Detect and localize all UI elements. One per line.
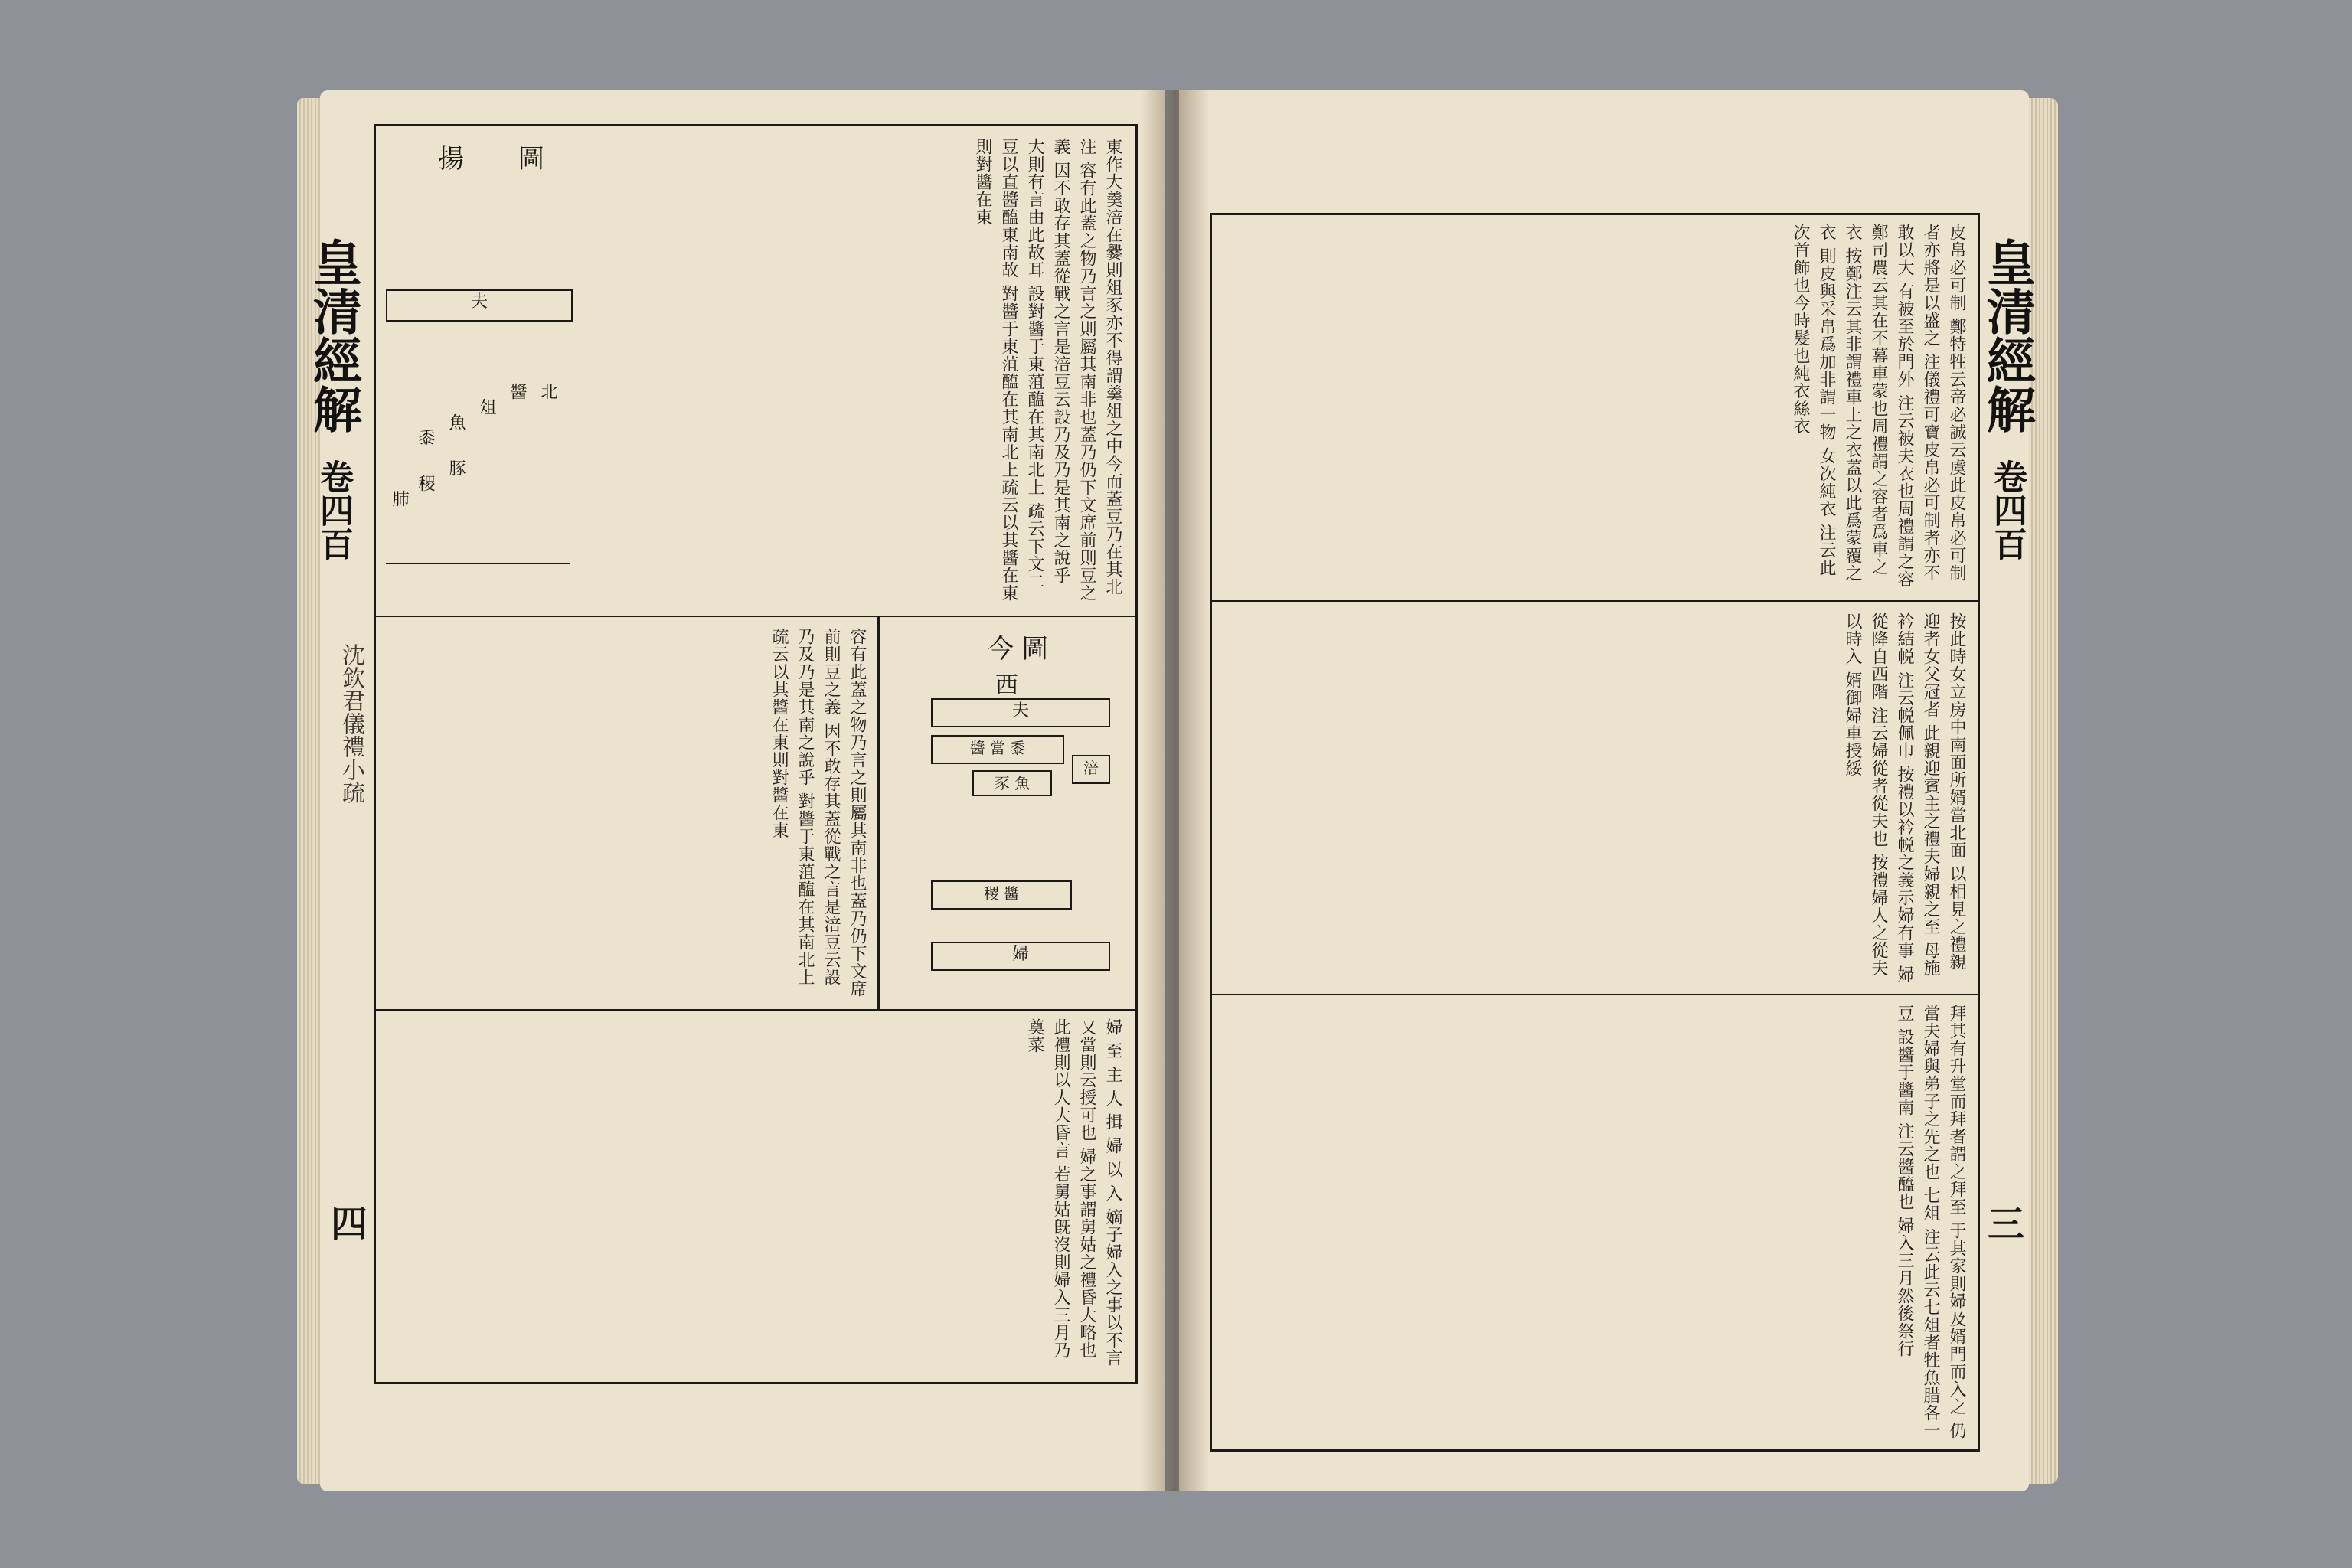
bottom-diagram-row-3 — [931, 880, 1072, 910]
left-subtitle: 沈欽君儀禮小疏 — [338, 643, 364, 804]
bottom-diagram-husband-box — [931, 698, 1110, 727]
bottom-diagram-husband-label: 夫 — [1011, 701, 1029, 720]
bottom-diagram-broth-box — [1072, 755, 1110, 784]
right-bottom-col-4: 七俎 — [1921, 1187, 1940, 1222]
right-bottom-text-block — [1219, 1004, 1969, 1441]
right-middle-col-2: 以相見之禮親迎者女父冠者 — [1921, 612, 1966, 971]
cell-sauce-2: 醬 — [1004, 884, 1020, 903]
top-diagram-label-sauce: 醬 — [508, 383, 527, 400]
left-rule-1 — [374, 616, 1135, 617]
bottom-diagram-wife-box — [931, 942, 1110, 971]
top-diagram-husband-box — [386, 289, 573, 322]
left-top-col-5: 設對醬于東菹醢在其南北上 — [1025, 285, 1044, 496]
right-banner-title: 皇清經解 — [1978, 237, 2036, 433]
left-banner-volume: 卷四百 — [314, 459, 353, 560]
top-diagram-label-lung: 肺 — [390, 490, 409, 507]
left-top-col-6: 疏云下文二豆以直醬醢東南故 — [999, 138, 1044, 590]
left-bottom-col-1: 婦 至 主 人 揖 婦 以 入 — [1103, 1018, 1122, 1202]
top-diagram-label-stand: 俎 — [477, 398, 496, 415]
right-bottom-col-3: 仍當夫婦與弟子之先之也 — [1921, 1004, 1966, 1439]
cell-broth: 涪 — [1083, 759, 1099, 777]
right-middle-col-6: 按禮以衿帨之義示婦有事 — [1895, 766, 1914, 959]
right-bottom-col-2: 于其家則婦及婿門而入之 — [1947, 1222, 1966, 1416]
left-bottom-col-4: 若舅姑旣沒則婦入三月乃奠菜 — [1025, 1018, 1070, 1359]
top-diagram-label-grain: 稷 — [416, 475, 435, 492]
top-diagram-label-millet: 黍 — [416, 429, 435, 446]
left-page-number: 四 — [331, 1203, 368, 1246]
left-top-col-1: 東作大羹涪在爨則俎豕亦不得謂羹俎之中今而蓋豆乃在其北注 — [1077, 138, 1122, 596]
right-banner-volume: 卷四百 — [1988, 459, 2027, 560]
right-top-col-2: 鄭特牲云帝必誠云虞此皮帛必可制者亦將是以盛之 — [1921, 224, 1966, 582]
right-middle-col-8: 注云婦從者從夫也 — [1869, 707, 1888, 848]
top-diagram-label-pig: 豚 — [446, 459, 466, 476]
cell-millet: 黍 — [1010, 739, 1026, 757]
left-top-col-2: 容有此蓋之物乃言之則屬其南非也蓋乃仍下文席前則豆之義 — [1051, 138, 1096, 602]
right-top-col-4: 有被至於門外 — [1895, 283, 1914, 388]
left-middle-text-block — [383, 628, 870, 1003]
right-top-col-3: 注儀禮可寶皮帛必可制者亦不敢以大 — [1895, 224, 1940, 582]
top-diagram-label-fish: 魚 — [446, 413, 466, 430]
right-top-col-10: 注云此次首飾也今時髮也純衣絲衣 — [1791, 224, 1836, 577]
bottom-diagram-row-2 — [972, 770, 1052, 796]
right-top-col-6: 鄭司農云其在不幕車蒙也周禮謂之容者爲車之衣 — [1843, 224, 1888, 576]
right-bottom-col-1: 拜其有升堂而拜者謂之拜至 — [1947, 1004, 1966, 1216]
right-bottom-col-8: 婦入三月然後祭行 — [1895, 1217, 1914, 1357]
left-bottom-col-2: 嫡子婦入之事以不言又當則云授可也 — [1077, 1018, 1122, 1367]
bottom-diagram-title: 今 圖 — [988, 634, 1048, 665]
top-diagram-husband-label: 夫 — [470, 292, 488, 312]
left-top-text-block — [590, 138, 1125, 605]
left-bottom-text-block — [383, 1018, 1125, 1370]
bottom-diagram-wife-label: 婦 — [1011, 945, 1029, 964]
left-top-col-4: 大則有言由此故耳 — [1025, 138, 1044, 279]
left-top-col-3: 因不敢存其蓋從戰之言是涪豆云設乃及乃是其南之說乎 — [1051, 162, 1070, 584]
right-middle-col-4: 母施衿結帨 — [1895, 612, 1940, 977]
left-middle-col-1: 容有此蓋之物乃言之則屬其南非也蓋乃仍下文席前則豆之義 — [822, 628, 867, 998]
cell-fish: 魚 — [1014, 774, 1031, 792]
top-diagram-label-north: 北 — [538, 383, 557, 400]
cell-dang: 當 — [990, 739, 1005, 757]
right-middle-col-10: 婿御婦車授綏 — [1843, 671, 1862, 777]
left-rule-2 — [374, 1009, 1135, 1011]
right-bottom-col-6: 設醬于醬南 — [1895, 1028, 1914, 1116]
top-diagram-title: 揚 圖 — [438, 144, 567, 175]
left-middle-col-2: 因不敢存其蓋從戰之言是涪豆云設乃及乃是其南之說乎 — [795, 628, 841, 986]
right-top-col-7: 按鄭注云其非謂禮車上之衣蓋以此爲蒙覆之衣 — [1817, 224, 1862, 582]
right-top-text-block — [1219, 224, 1969, 591]
cell-pig: 豕 — [994, 774, 1010, 792]
top-diagram-base-line — [386, 563, 570, 587]
book-gutter — [1141, 90, 1210, 1491]
right-middle-text-block — [1219, 612, 1969, 988]
right-rule-2 — [1210, 994, 1978, 995]
right-page-number: 三 — [1988, 1203, 2025, 1246]
right-top-col-5: 注云被夫衣也周禮謂之容 — [1895, 394, 1914, 588]
right-middle-col-5: 注云帨佩巾 — [1895, 671, 1914, 760]
left-banner-title: 皇清經解 — [305, 237, 362, 433]
bottom-diagram-row-1 — [931, 735, 1064, 764]
left-bottom-col-3: 婦之事謂舅姑之禮昏大略也此禮則以人大昏言 — [1051, 1018, 1096, 1359]
right-middle-col-9: 按禮婦人之從夫以時入 — [1843, 612, 1888, 977]
right-top-col-8: 則皮與采帛爲加非謂一物 — [1817, 247, 1836, 441]
right-top-col-9: 女次純衣 — [1817, 447, 1836, 518]
right-middle-col-3: 此親迎賓主之禮夫婦親之至 — [1921, 724, 1940, 936]
right-middle-col-1: 按此時女立房中南面所婿當北面 — [1947, 612, 1966, 859]
right-rule-1 — [1210, 600, 1978, 602]
right-top-col-1: 皮帛必可制 — [1947, 224, 1966, 312]
bottom-diagram-direction: 西 — [995, 672, 1018, 699]
cell-sauce: 醬 — [969, 739, 985, 757]
left-middle-col-3: 對醬于東菹醢在其南北上疏云以其醬在東則對醬在東 — [769, 628, 815, 986]
left-diagram-divider — [877, 616, 880, 1009]
right-bottom-col-5: 注云此云七俎者牲魚腊各一豆 — [1895, 1004, 1940, 1439]
right-middle-col-7: 婦從降自西階 — [1869, 612, 1914, 983]
left-top-col-7: 對醬于東菹醢在其南北上疏云以其醬在東則對醬在東 — [973, 138, 1018, 602]
right-bottom-col-7: 注云醬醯也 — [1895, 1122, 1914, 1210]
cell-grain: 稷 — [983, 884, 999, 903]
